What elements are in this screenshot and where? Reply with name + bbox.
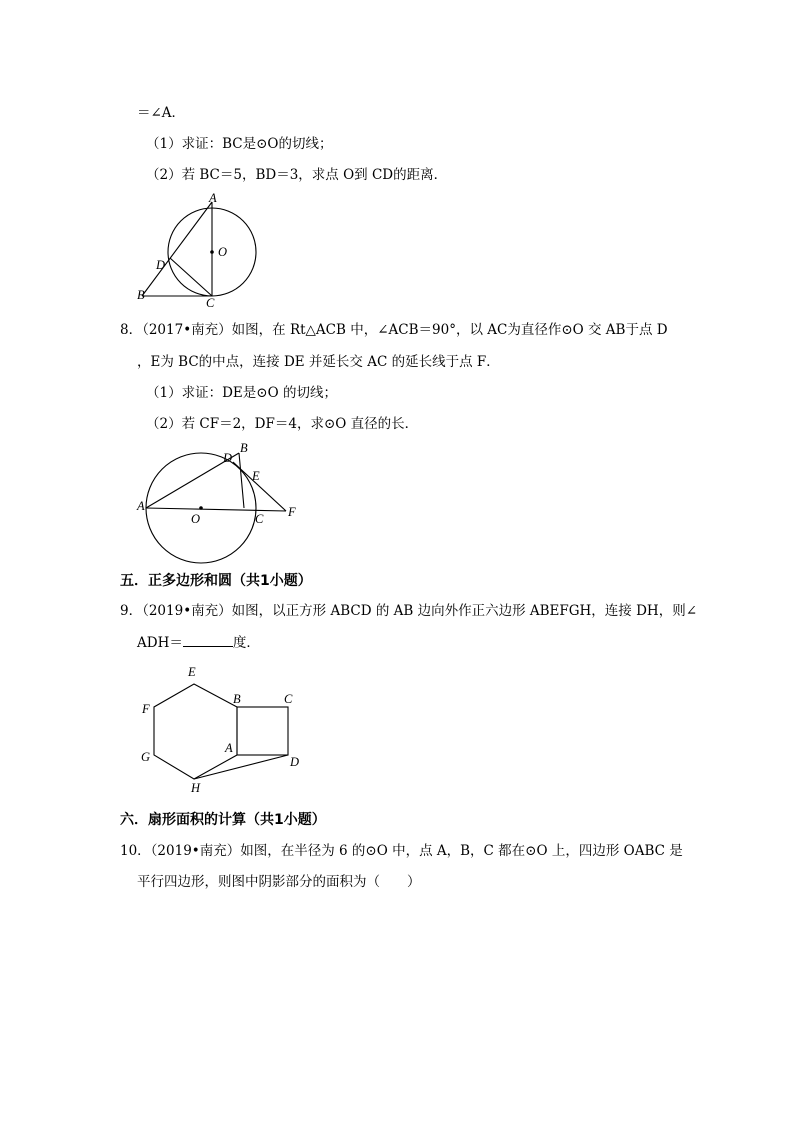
- q8-part2: （2）若 CF＝2，DF＝4，求⊙O 直径的长．: [146, 416, 419, 432]
- section-5-heading: 五．正多边形和圆（共1小题）: [120, 573, 312, 589]
- q7-label-c: C: [206, 296, 215, 310]
- q9-square: [237, 707, 288, 755]
- section-6-heading: 六．扇形面积的计算（共1小题）: [120, 812, 326, 828]
- q7-figure: [130, 191, 260, 310]
- q8-part1: （1）求证：DE是⊙O 的切线；: [146, 385, 337, 401]
- q8-figure: [136, 438, 306, 558]
- q7-continuation: ＝∠A．: [137, 105, 186, 121]
- q9-answer-blank: [183, 632, 233, 647]
- q8-label-a: A: [137, 499, 145, 513]
- q9-figure: [136, 664, 316, 799]
- q9-label-b: B: [233, 692, 241, 706]
- q10-line1: 10．（2019•南充）如图，在半径为 6 的⊙O 中，点 A，B，C 都在⊙O 上，四边形 OABC 是: [120, 843, 683, 859]
- q7-part2: （2）若 BC＝5，BD＝3，求点 O到 CD的距离．: [146, 167, 448, 183]
- q7-line-ab: [142, 202, 212, 296]
- q7-center-dot: [210, 250, 214, 254]
- q8-label-c: C: [255, 512, 264, 526]
- q9-line2: [137, 632, 260, 653]
- q8-line2: ，E为 BC的中点，连接 DE 并延长交 AC 的延长线于点 F．: [137, 354, 500, 370]
- q9-label-e: E: [188, 665, 196, 679]
- q8-center-dot: [199, 506, 203, 510]
- q8-line-bc: [239, 453, 244, 508]
- q8-line-af: [146, 508, 286, 511]
- q8-label-e: E: [252, 469, 260, 483]
- q9-label-a: A: [225, 741, 233, 755]
- q7-label-b: B: [137, 288, 145, 302]
- q7-label-o: O: [218, 245, 228, 259]
- q8-label-o: O: [191, 512, 201, 526]
- q9-label-c: C: [284, 692, 293, 706]
- q7-label-a: A: [209, 191, 217, 205]
- q9-line1: 9．（2019•南充）如图，以正方形 ABCD 的 AB 边向外作正六边形 ABEFGH，连接 DH，则∠: [120, 603, 698, 619]
- q8-label-f: F: [288, 505, 296, 519]
- q9-line-hd: [194, 755, 288, 779]
- q9-label-h: H: [191, 781, 201, 795]
- q9-label-d: D: [290, 755, 300, 769]
- q8-label-d: D: [223, 451, 233, 465]
- q9-label-f: F: [142, 702, 150, 716]
- q10-line2: 平行四边形，则图中阴影部分的面积为（ ）: [137, 874, 421, 890]
- q9-line2-post: 度．: [232, 635, 260, 651]
- q8-label-b: B: [240, 441, 248, 455]
- q9-hexagon: [154, 684, 237, 779]
- q7-part1: （1）求证：BC是⊙O的切线；: [146, 136, 333, 152]
- q8-line1: 8．（2017•南充）如图，在 Rt△ACB 中，∠ACB＝90°，以 AC为直径作⊙O 交 AB于点 D: [120, 322, 668, 338]
- q7-label-d: D: [156, 258, 166, 272]
- q9-line2-pre: ADH＝: [137, 635, 183, 651]
- q9-label-g: G: [141, 750, 151, 764]
